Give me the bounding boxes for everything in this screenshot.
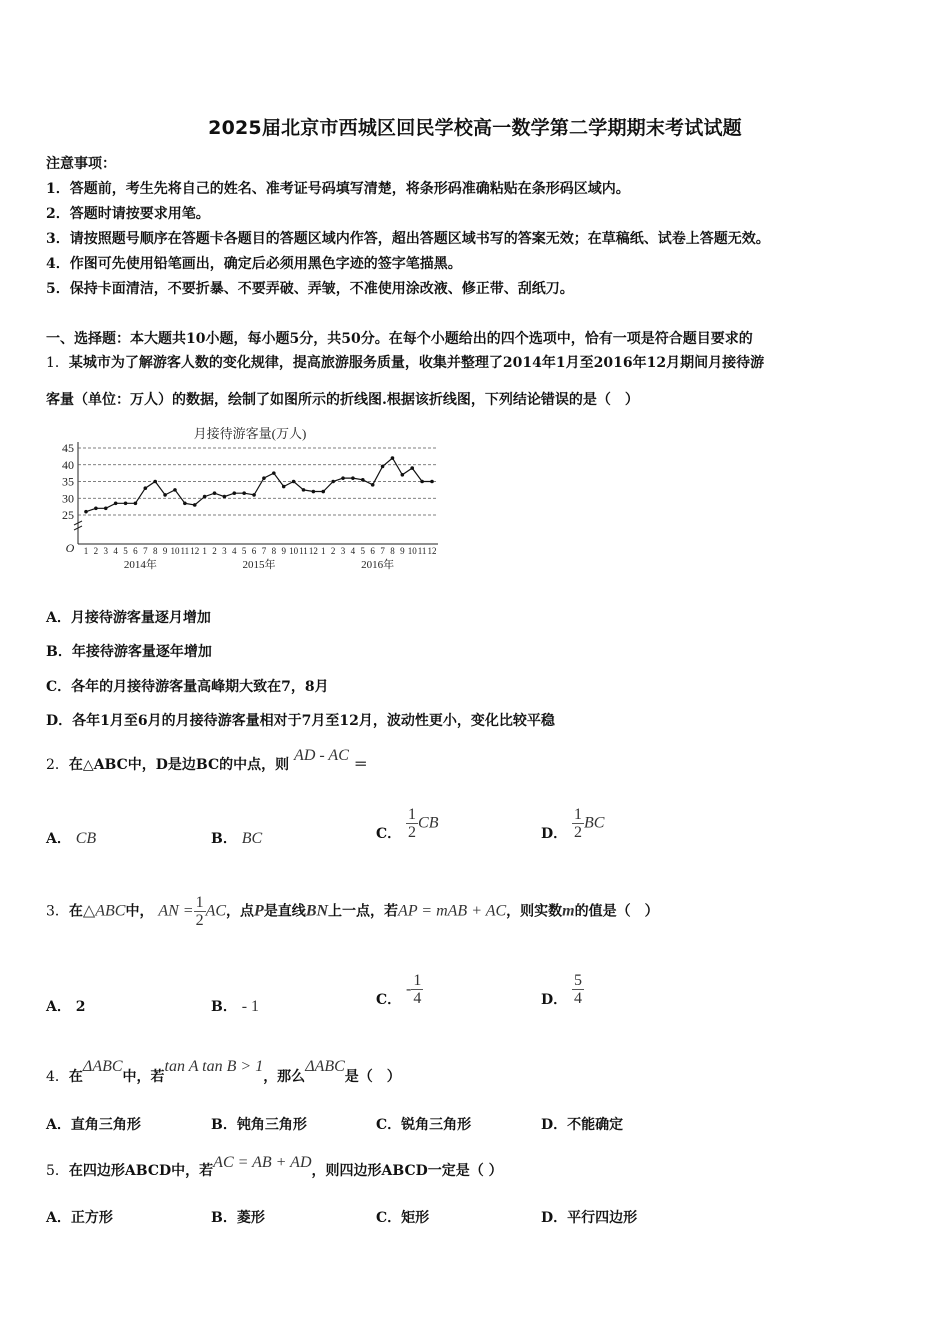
option-value: BC <box>584 814 605 832</box>
x-tick-label: 6 <box>251 546 257 556</box>
question-text: 中， <box>125 903 154 920</box>
x-tick-label: 11 <box>299 546 308 556</box>
notice-item: 3．请按照题号顺序在答题卡各题目的答题区域内作答，超出答题区域书写的答案无效；在草稿纸、试卷上答题无效。 <box>46 231 770 247</box>
numerator: 1 <box>413 972 422 989</box>
question-number: 2． <box>46 757 69 773</box>
data-point <box>430 480 434 484</box>
vector-expression: AP = mAB + AC <box>398 902 507 920</box>
data-point <box>381 465 385 469</box>
y-tick-label: 45 <box>62 441 74 455</box>
question-text: 是（ ） <box>344 1069 401 1085</box>
data-point <box>331 480 335 484</box>
data-point <box>144 486 148 490</box>
x-tick-label: 2 <box>330 546 336 556</box>
notice-item: 5．保持卡面清洁，不要折暴、不要弄破、弄皱，不准使用涂改液、修正带、刮纸刀。 <box>46 281 574 297</box>
data-point <box>134 501 138 505</box>
data-point <box>371 483 375 487</box>
question-text: ，则四边形ABCD一定是（ ） <box>311 1163 503 1179</box>
data-point <box>114 501 118 505</box>
option-d <box>541 972 584 1007</box>
option-label: B． <box>211 831 237 847</box>
question-text: 在△ABC中，D是边BC的中点，则 <box>68 757 290 773</box>
point-p: P <box>254 902 264 920</box>
denominator: 4 <box>413 990 422 1007</box>
option-d: D．平行四边形 <box>541 1210 638 1226</box>
x-tick-label: 11 <box>180 546 190 556</box>
x-tick-label: 10 <box>407 546 417 556</box>
x-tick-label: 4 <box>113 546 118 556</box>
x-tick-label: 1 <box>321 546 326 556</box>
numerator: 5 <box>574 972 583 989</box>
option-value: CB <box>418 814 439 832</box>
option-d: D．不能确定 <box>541 1117 624 1133</box>
option-label: C． <box>376 825 402 842</box>
x-tick-label: 12 <box>308 546 318 556</box>
x-tick-label: 7 <box>261 546 267 556</box>
x-tick-label: 2 <box>93 546 99 556</box>
option-a <box>46 828 96 848</box>
year-label: 2014年 <box>123 559 157 571</box>
y-tick-label: 35 <box>62 474 74 489</box>
denominator: 4 <box>574 990 583 1007</box>
data-point <box>84 510 88 514</box>
x-tick-label: 10 <box>170 546 180 556</box>
data-point <box>203 495 207 499</box>
option-a: A．直角三角形 <box>46 1117 141 1133</box>
x-tick-label: 5 <box>360 546 366 556</box>
numerator: 1 <box>408 806 417 823</box>
fraction <box>411 972 423 1007</box>
data-point <box>94 507 98 511</box>
question-text: ，则实数 <box>506 903 563 920</box>
variable-m: m <box>562 902 575 920</box>
data-point <box>183 501 187 505</box>
data-point <box>232 491 236 495</box>
data-point <box>410 466 414 470</box>
x-tick-label: 8 <box>390 546 395 556</box>
question-text: 是直线 <box>263 903 306 920</box>
question-2 <box>46 747 368 774</box>
option-label: D． <box>541 991 568 1008</box>
triangle-symbol: △ABC <box>82 902 126 920</box>
data-point <box>104 507 108 511</box>
option-label: B． <box>211 999 237 1015</box>
line-chart <box>50 422 450 577</box>
question-1-line1 <box>46 352 764 372</box>
data-point <box>351 476 355 480</box>
fraction <box>572 806 584 841</box>
data-point <box>213 491 217 495</box>
option-a: A．正方形 <box>46 1210 113 1226</box>
question-text: 在四边形ABCD中，若 <box>68 1163 214 1179</box>
x-tick-label: 4 <box>232 546 237 556</box>
tan-expression: tan A tan B > 1 <box>164 1058 264 1075</box>
data-point <box>302 488 306 492</box>
question-text: 某城市为了解游客人数的变化规律，提高旅游服务质量，收集并整理了2014年1月至2016年12月期间月接待游 <box>68 355 765 371</box>
x-tick-label: 8 <box>152 546 158 556</box>
option-b: B．菱形 <box>211 1210 265 1226</box>
y-tick-label: 30 <box>62 491 74 506</box>
data-point <box>272 471 276 475</box>
vector-ac: AC <box>205 902 227 920</box>
x-tick-label: 1 <box>202 546 207 556</box>
option-c: C．锐角三角形 <box>376 1117 472 1133</box>
data-point <box>312 490 316 494</box>
data-point <box>321 490 325 494</box>
option-value: - 1 <box>241 998 260 1015</box>
numerator: 1 <box>574 806 583 823</box>
page-title: 2025届北京市西城区回民学校高一数学第二学期期末考试试题 <box>208 117 742 139</box>
question-text: ，那么 <box>263 1069 306 1085</box>
x-tick-label: 5 <box>123 546 128 556</box>
question-text: ，点 <box>226 903 255 920</box>
data-point <box>361 478 365 482</box>
data-point <box>193 503 197 507</box>
notice-item: 4．作图可先使用铅笔画出，确定后必须用黑色字迹的签字笔描黑。 <box>46 256 462 272</box>
option-b: B．钝角三角形 <box>211 1117 307 1133</box>
fraction <box>572 972 584 1007</box>
vector-expression: AD - AC <box>294 747 349 764</box>
option-value: 2 <box>75 999 86 1015</box>
question-number: 1． <box>46 355 69 371</box>
origin-label: O <box>65 541 75 555</box>
data-point <box>223 495 227 499</box>
option-value: BC <box>241 830 263 847</box>
x-tick-label: 5 <box>241 546 247 556</box>
option-value: CB <box>75 830 97 847</box>
question-text: 上一点，若 <box>328 903 399 920</box>
equals-sign: ＝ <box>353 757 368 773</box>
x-tick-label: 9 <box>400 546 405 556</box>
data-point <box>163 493 167 497</box>
data-point <box>124 501 128 505</box>
question-text: 在 <box>68 1069 83 1085</box>
x-tick-label: 12 <box>190 546 200 556</box>
data-point <box>252 493 256 497</box>
option-label: A． <box>46 831 71 847</box>
option-b <box>211 996 259 1016</box>
option-label: C． <box>376 991 402 1008</box>
denominator: 2 <box>574 824 583 841</box>
x-tick-label: 3 <box>103 546 109 556</box>
notice-item: 1．答题前，考生先将自己的姓名、准考证号码填写清楚，将条形码准确粘贴在条形码区域内。 <box>46 181 630 197</box>
question-number: 3． <box>46 903 69 920</box>
question-5 <box>46 1154 503 1180</box>
x-tick-label: 1 <box>83 546 89 556</box>
notice-heading: 注意事项： <box>46 156 116 172</box>
option-d <box>541 806 604 841</box>
x-tick-label: 9 <box>281 546 286 556</box>
question-number: 4． <box>46 1069 69 1085</box>
option-b <box>211 828 262 848</box>
data-point <box>153 480 157 484</box>
x-tick-label: 8 <box>271 546 277 556</box>
data-point <box>420 480 424 484</box>
x-tick-label: 12 <box>427 546 437 556</box>
chart-title: 月接待游客量(万人) <box>193 426 307 441</box>
option-c <box>376 972 423 1007</box>
minus-sign: - <box>406 980 412 998</box>
option-label: D． <box>541 825 568 842</box>
triangle-symbol: ΔABC <box>82 1058 123 1075</box>
x-tick-label: 3 <box>222 546 227 556</box>
y-tick-label: 40 <box>62 457 74 472</box>
option-c: C．矩形 <box>376 1210 430 1226</box>
notice-item: 2．答题时请按要求用笔。 <box>46 206 210 222</box>
question-1-line2: 客量（单位：万人）的数据，绘制了如图所示的折线图.根据该折线图，下列结论错误的是（ ） <box>46 392 639 408</box>
x-tick-label: 7 <box>380 546 385 556</box>
series-line <box>86 458 432 512</box>
data-point <box>292 480 296 484</box>
question-4 <box>46 1058 401 1086</box>
x-tick-label: 9 <box>162 546 168 556</box>
x-tick-label: 4 <box>350 546 356 556</box>
question-text: 中，若 <box>122 1069 165 1085</box>
option-d: D．各年1月至6月的月接待游客量相对于7月至12月，波动性更小，变化比较平稳 <box>46 713 555 729</box>
data-point <box>401 473 405 477</box>
data-point <box>282 485 286 489</box>
x-tick-label: 10 <box>289 546 299 556</box>
data-point <box>242 491 246 495</box>
denominator: 2 <box>195 912 204 929</box>
option-a <box>46 996 86 1016</box>
data-point <box>173 488 177 492</box>
y-tick-label: 25 <box>62 508 74 522</box>
x-tick-label: 2 <box>212 546 217 556</box>
question-number: 5． <box>46 1163 69 1179</box>
x-tick-label: 11 <box>417 546 427 556</box>
question-text: 的值是（ ） <box>574 903 659 920</box>
x-tick-label: 3 <box>340 546 346 556</box>
denominator: 2 <box>408 824 417 841</box>
option-b: B．年接待游客量逐年增加 <box>46 644 212 660</box>
option-c <box>376 806 438 841</box>
triangle-symbol: ΔABC <box>305 1058 345 1075</box>
numerator: 1 <box>195 894 204 911</box>
option-label: A． <box>46 999 71 1015</box>
option-a: A．月接待游客量逐月增加 <box>46 610 211 626</box>
year-label: 2016年 <box>361 559 395 571</box>
x-tick-label: 7 <box>143 546 148 556</box>
x-tick-label: 6 <box>370 546 375 556</box>
vector-expression: AC = AB + AD <box>213 1154 312 1171</box>
data-point <box>262 476 266 480</box>
data-point <box>341 476 345 480</box>
question-3 <box>46 894 659 929</box>
line-bn: BN <box>305 902 329 920</box>
year-label: 2015年 <box>242 559 276 571</box>
data-point <box>391 456 395 460</box>
fraction <box>194 894 206 929</box>
fraction <box>406 806 418 841</box>
vector-an: AN = <box>158 902 194 920</box>
option-c: C．各年的月接待游客量高峰期大致在7，8月 <box>46 679 329 695</box>
section-heading: 一、选择题：本大题共10小题，每小题5分，共50分。在每个小题给出的四个选项中，恰有一项是符合题目要求的 <box>46 331 753 347</box>
question-text: 在 <box>68 903 83 920</box>
x-tick-label: 6 <box>133 546 138 556</box>
